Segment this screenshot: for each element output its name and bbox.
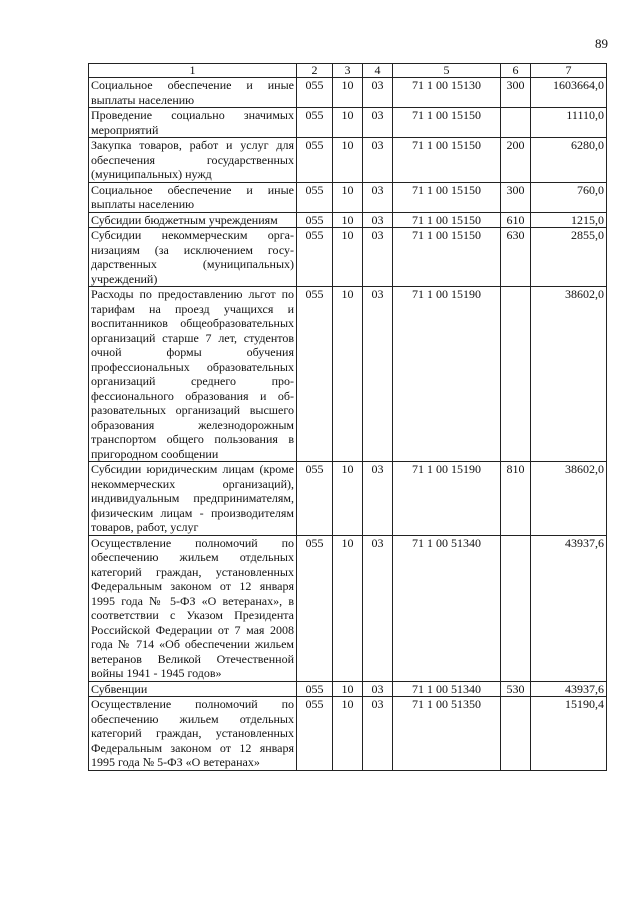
row-name-cell: Субсидии юридическим лицам (кроме некоммерческих организаций), индивидуальным предпринимателям, физическим лицам - производителям товаров, работ, услуг xyxy=(89,462,297,536)
row-section-cell: 10 xyxy=(333,681,363,697)
budget-table xyxy=(88,63,607,771)
row-amount-cell: 43937,6 xyxy=(531,681,607,697)
row-expense-type-cell xyxy=(501,697,531,771)
row-grbs-cell: 055 xyxy=(297,287,333,462)
row-amount-cell: 2855,0 xyxy=(531,228,607,287)
row-name-cell: Субсидии некоммерческим организациям (за исключением государственных (муниципальных) учреждений) xyxy=(89,228,297,287)
col-header-target-article: 5 xyxy=(393,64,501,78)
row-grbs-cell: 055 xyxy=(297,212,333,228)
row-subsection-cell: 03 xyxy=(363,697,393,771)
row-amount-cell: 1215,0 xyxy=(531,212,607,228)
row-name-cell: Осуществление полномочий по обеспечению жильем отдельных категорий граждан, установленных Федеральным законом от 12 января 1995 года № 5-ФЗ «О ветеранах», в соответствии с Указом Президента Российской Федерации от 7 мая 2008 года № 714 «Об обеспечении жильем ветеранов Великой Отечественной войны 1941 - 1945 годов» xyxy=(89,535,297,681)
row-subsection-cell: 03 xyxy=(363,212,393,228)
row-name-cell: Расходы по предоставлению льгот по тарифам на проезд учащихся и воспитанников общеобразовательных организаций старше 7 лет, студентов очной формы обучения профессиональных образовательных организаций среднего профессионального образования и образовательных организаций высшего образования железнодорожным транспортом общего пользования в пригородном сообщении xyxy=(89,287,297,462)
row-section-cell: 10 xyxy=(333,108,363,138)
row-amount-cell: 38602,0 xyxy=(531,462,607,536)
row-target-article-cell: 71 1 00 15190 xyxy=(393,287,501,462)
row-target-article-cell: 71 1 00 15150 xyxy=(393,138,501,183)
row-expense-type-cell xyxy=(501,287,531,462)
row-grbs-cell: 055 xyxy=(297,182,333,212)
row-target-article-cell: 71 1 00 15190 xyxy=(393,462,501,536)
row-target-article-cell: 71 1 00 51340 xyxy=(393,681,501,697)
row-section-cell: 10 xyxy=(333,535,363,681)
row-expense-type-cell: 530 xyxy=(501,681,531,697)
row-target-article-cell: 71 1 00 15150 xyxy=(393,212,501,228)
row-amount-cell: 1603664,0 xyxy=(531,78,607,108)
row-subsection-cell: 03 xyxy=(363,535,393,681)
row-grbs-cell: 055 xyxy=(297,228,333,287)
row-subsection-cell: 03 xyxy=(363,182,393,212)
row-section-cell: 10 xyxy=(333,287,363,462)
row-grbs-cell: 055 xyxy=(297,535,333,681)
row-grbs-cell: 055 xyxy=(297,697,333,771)
table-row xyxy=(89,78,607,108)
col-header-grbs: 2 xyxy=(297,64,333,78)
row-grbs-cell: 055 xyxy=(297,138,333,183)
row-expense-type-cell: 810 xyxy=(501,462,531,536)
col-header-expense-type: 6 xyxy=(501,64,531,78)
row-target-article-cell: 71 1 00 51350 xyxy=(393,697,501,771)
row-subsection-cell: 03 xyxy=(363,681,393,697)
row-name-cell: Проведение социально значимых мероприятий xyxy=(89,108,297,138)
row-subsection-cell: 03 xyxy=(363,78,393,108)
row-amount-cell: 11110,0 xyxy=(531,108,607,138)
table-row xyxy=(89,228,607,287)
table-row xyxy=(89,535,607,681)
row-amount-cell: 15190,4 xyxy=(531,697,607,771)
row-amount-cell: 6280,0 xyxy=(531,138,607,183)
row-target-article-cell: 71 1 00 15150 xyxy=(393,228,501,287)
row-name-cell: Закупка товаров, работ и услуг для обеспечения государственных (муниципальных) нужд xyxy=(89,138,297,183)
page-number: 89 xyxy=(595,36,608,51)
table-row xyxy=(89,108,607,138)
row-section-cell: 10 xyxy=(333,462,363,536)
row-grbs-cell: 055 xyxy=(297,108,333,138)
row-subsection-cell: 03 xyxy=(363,462,393,536)
row-subsection-cell: 03 xyxy=(363,138,393,183)
row-amount-cell: 760,0 xyxy=(531,182,607,212)
row-expense-type-cell: 200 xyxy=(501,138,531,183)
table-row xyxy=(89,681,607,697)
col-header-subsection: 4 xyxy=(363,64,393,78)
row-target-article-cell: 71 1 00 51340 xyxy=(393,535,501,681)
row-subsection-cell: 03 xyxy=(363,228,393,287)
row-expense-type-cell: 630 xyxy=(501,228,531,287)
row-subsection-cell: 03 xyxy=(363,287,393,462)
row-grbs-cell: 055 xyxy=(297,462,333,536)
table-row xyxy=(89,182,607,212)
row-expense-type-cell xyxy=(501,108,531,138)
row-expense-type-cell: 610 xyxy=(501,212,531,228)
row-section-cell: 10 xyxy=(333,697,363,771)
table-row xyxy=(89,287,607,462)
row-grbs-cell: 055 xyxy=(297,78,333,108)
row-amount-cell: 43937,6 xyxy=(531,535,607,681)
table-row xyxy=(89,138,607,183)
row-name-cell: Субсидии бюджетным учреждениям xyxy=(89,212,297,228)
row-name-cell: Социальное обеспечение и иные выплаты населению xyxy=(89,182,297,212)
row-section-cell: 10 xyxy=(333,138,363,183)
row-section-cell: 10 xyxy=(333,212,363,228)
row-section-cell: 10 xyxy=(333,228,363,287)
table-row xyxy=(89,212,607,228)
row-amount-cell: 38602,0 xyxy=(531,287,607,462)
header-row xyxy=(89,64,607,78)
row-target-article-cell: 71 1 00 15150 xyxy=(393,182,501,212)
col-header-amount: 7 xyxy=(531,64,607,78)
table-row xyxy=(89,462,607,536)
col-header-name: 1 xyxy=(89,64,297,78)
row-name-cell: Осуществление полномочий по обеспечению жильем отдельных категорий граждан, установленных Федеральным законом от 12 января 1995 года № 5-ФЗ «О ветеранах» xyxy=(89,697,297,771)
col-header-section: 3 xyxy=(333,64,363,78)
row-expense-type-cell: 300 xyxy=(501,182,531,212)
row-target-article-cell: 71 1 00 15130 xyxy=(393,78,501,108)
row-target-article-cell: 71 1 00 15150 xyxy=(393,108,501,138)
row-name-cell: Социальное обеспечение и иные выплаты населению xyxy=(89,78,297,108)
row-grbs-cell: 055 xyxy=(297,681,333,697)
row-section-cell: 10 xyxy=(333,182,363,212)
row-expense-type-cell: 300 xyxy=(501,78,531,108)
table-row xyxy=(89,697,607,771)
row-subsection-cell: 03 xyxy=(363,108,393,138)
row-expense-type-cell xyxy=(501,535,531,681)
row-name-cell: Субвенции xyxy=(89,681,297,697)
row-section-cell: 10 xyxy=(333,78,363,108)
